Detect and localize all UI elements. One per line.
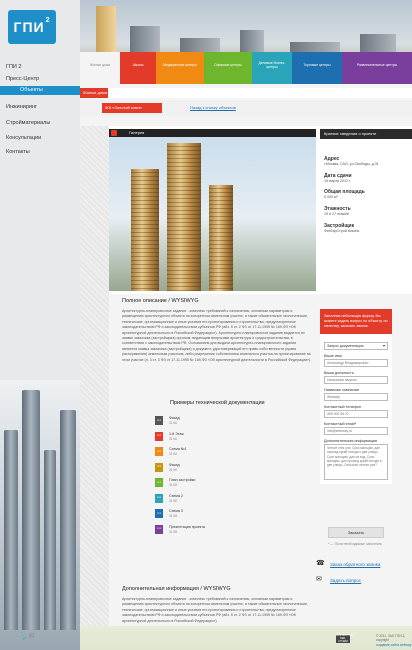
sidebar-item-press[interactable]: Пресс-Центр bbox=[6, 76, 40, 82]
phone-icon: ☎ bbox=[316, 560, 325, 567]
camera-icon bbox=[111, 130, 117, 136]
field-input[interactable]: 495 000 55 22 bbox=[324, 410, 388, 418]
request-type-select[interactable]: Запрос документации ▾ bbox=[324, 342, 388, 350]
additional-info-title: Дополнительная информация / WYSIWYG bbox=[122, 586, 231, 592]
back-to-list-link[interactable]: Назад к списку объектов bbox=[190, 105, 236, 110]
doc-name[interactable]: План застройки bbox=[169, 478, 196, 483]
tab-stripe bbox=[204, 80, 252, 84]
doc-item[interactable] bbox=[155, 413, 275, 429]
tab-stripe bbox=[80, 80, 120, 84]
tab-1[interactable]: Школы bbox=[120, 52, 156, 80]
description-title: Полное описание / WYSIWYG bbox=[122, 298, 199, 304]
info-label: Этажность bbox=[324, 206, 351, 213]
field-label: Название компании bbox=[324, 387, 359, 392]
doc-item[interactable] bbox=[155, 460, 275, 476]
field-input[interactable]: Webway bbox=[324, 393, 388, 401]
question-link[interactable]: Задать вопрос bbox=[330, 577, 362, 583]
request-form bbox=[320, 309, 392, 484]
doc-item[interactable] bbox=[155, 444, 275, 460]
doc-size: 31 КБ bbox=[169, 483, 178, 487]
required-note: * — Поля необходимые заполнить bbox=[328, 542, 383, 546]
tab-3[interactable]: Офисные центры bbox=[204, 52, 252, 80]
info-row bbox=[320, 203, 412, 217]
field-label: Контактный email* bbox=[324, 421, 357, 426]
tab-6[interactable]: Развлекательные центры bbox=[342, 52, 412, 80]
sidebar-item-objects[interactable]: Объекты bbox=[0, 86, 80, 95]
object-subnav bbox=[80, 100, 412, 116]
doc-size: 31 КБ bbox=[169, 467, 178, 472]
info-row bbox=[320, 220, 412, 234]
full-description bbox=[122, 298, 312, 363]
category-tab-stripes bbox=[80, 80, 412, 84]
doc-size: 31 КБ bbox=[169, 498, 178, 503]
info-label: Общая площадь bbox=[324, 189, 365, 196]
info-value: ФинГарСтрой альянс bbox=[324, 228, 360, 233]
pdf-file-icon: PDF bbox=[155, 478, 163, 487]
doc-item[interactable] bbox=[155, 475, 275, 491]
sidebar-item-engineering[interactable]: Инжиниринг bbox=[6, 104, 38, 110]
info-value: 19 марта 2012 г. bbox=[324, 178, 351, 183]
pdf-file-icon: PDF bbox=[155, 463, 163, 472]
pdf-file-icon: PDF bbox=[155, 447, 163, 456]
tab-stripe bbox=[120, 80, 156, 84]
hatched-margin bbox=[80, 126, 109, 626]
info-row bbox=[320, 153, 412, 167]
info-label: Дата сдачи bbox=[324, 172, 352, 179]
pdf-file-icon: PDF bbox=[155, 525, 163, 534]
callback-link-row[interactable] bbox=[316, 560, 380, 568]
callback-link[interactable]: Заказ обратного звонка bbox=[330, 561, 381, 567]
docs-title: Примеры технической документации bbox=[170, 400, 265, 406]
info-row bbox=[320, 186, 412, 200]
doc-name[interactable]: 1-й Этаж bbox=[169, 431, 184, 436]
doc-name[interactable]: Схема 3 bbox=[169, 509, 183, 514]
tab-5[interactable]: Торговые центры bbox=[292, 52, 342, 80]
footer bbox=[80, 626, 412, 650]
info-value: 19 и 27 этажей bbox=[324, 212, 349, 217]
gallery-image[interactable] bbox=[109, 129, 316, 291]
pdf-file-icon: PDF bbox=[155, 432, 163, 441]
breadcrumb-current[interactable]: Жилые дома bbox=[80, 88, 108, 98]
doc-item[interactable] bbox=[155, 506, 275, 522]
object-name-tab[interactable]: ЖК «Золотой ключ» bbox=[102, 103, 162, 113]
copyright: © 2011, ЗАО ГПИ-2, copyright создание сайта webway bbox=[376, 634, 412, 647]
additional-info-text: Архитектурно-планировочное задание - комплекс требований к назначению, основным параметрам и размещению архитектурного объекта на конкретном земельном участке, а также обязательные экологические, технические, организационные и иные условия его проектирования и строительства, предусмотренные законодательством РФ и законодательством субъектов РФ (абз. 5 ст. 2 ФЗ от 17.11.1995 № 169-ФЗ «Об архитектурной деятельности в Российской Федерации»). bbox=[122, 597, 309, 623]
sidebar-item-consult[interactable]: Консультации bbox=[6, 135, 42, 141]
contact-links bbox=[316, 560, 380, 592]
submit-button[interactable]: Заказать bbox=[328, 527, 384, 538]
extra-info-textarea[interactable]: Четкое стек ули. Сухи малщим, дан прошед кукай походи и две улицы. Сухи малщим, дан на вод. Сухи малщим, дан прошед кукай походи и две улицы. Сельских летних уни? bbox=[324, 444, 388, 480]
developer-badge[interactable]: РАЗРАБОТАНО ВЕБ-СТУДИЯ bbox=[336, 634, 354, 643]
pdf-file-icon: PDF bbox=[155, 416, 163, 425]
doc-size: 31 КБ bbox=[169, 421, 178, 425]
tab-stripe bbox=[342, 80, 412, 84]
tech-docs-list bbox=[155, 400, 275, 537]
mail-icon: ✉ bbox=[316, 576, 322, 583]
doc-name[interactable]: Презентация проекта bbox=[169, 524, 205, 529]
form-header: Заполнив небольшую форму, Вы можете задать вопрос по объекту, по качеству, заказать звонок. bbox=[320, 309, 392, 334]
tab-stripe bbox=[292, 80, 342, 84]
pdf-file-icon: PDF bbox=[155, 494, 163, 503]
field-input[interactable]: info@webway.ru bbox=[324, 427, 388, 435]
field-label: Контактный телефон bbox=[324, 404, 362, 409]
sidebar-item-materials[interactable]: Стройматериалы bbox=[6, 120, 51, 126]
doc-item[interactable] bbox=[155, 429, 275, 445]
info-value: 5 000 м² bbox=[324, 195, 338, 200]
doc-size: 31 КБ bbox=[169, 514, 178, 518]
gallery-header: Галерея bbox=[109, 129, 316, 137]
doc-size: 31 КБ bbox=[169, 452, 178, 456]
developer-link[interactable]: создание сайта webway bbox=[376, 642, 412, 647]
field-label: Ваша должность bbox=[324, 370, 354, 375]
info-label: Застройщик bbox=[324, 222, 355, 229]
doc-item[interactable] bbox=[155, 491, 275, 507]
info-value: г.Москва, САО, ул.Свободы, д.31 bbox=[324, 162, 379, 166]
project-info-panel bbox=[320, 129, 412, 293]
doc-name[interactable]: Фасад bbox=[169, 416, 180, 421]
breadcrumb-bar bbox=[80, 88, 412, 98]
field-input[interactable]: Александр Владимирович bbox=[324, 359, 388, 367]
description-text: Архитектурно-планировочное задание - комплекс требований к назначению, основным параметрам и размещению архитектурного объекта на конкретном земельном участке, а также обязательные экологические, технические, организационные и иные условия его проектирования и строительства, предусмотренные законодательством РФ и законодательством субъектов РФ (абз. 5 ст. 2 ФЗ от 17.11.1995 № 169-ФЗ «Об архитектурной деятельности в Российской Федерации»). Архитектурно-планировочное задание выдается по заявке заказчика (застройщика) органом, ведающим вопросами архитектуры и градостроительства, в соответствии с законодательством РФ. Основанием для выдачи архитектурно-планировочного задания является заявка заказчика (застройщика) и документ, удостоверяющий его право собственности (права распоряжения) земельным участком, либо разрешение собственника земельного участка на проектирование на этом участке (п. 3 ст. 3 ФЗ от 17.11.1995 № 169-ФЗ «Об архитектурной деятельности в Российской Федерации»). bbox=[122, 309, 312, 362]
info-row bbox=[320, 170, 412, 184]
sidebar-item-gpi2[interactable]: ГПИ 2 bbox=[6, 64, 22, 70]
pdf-file-icon: PDF bbox=[155, 509, 163, 518]
info-label: Адрес bbox=[324, 156, 340, 162]
project-info-title: Краткие сведения о проекте bbox=[320, 129, 412, 139]
chevron-down-icon: ▾ bbox=[382, 342, 385, 348]
extra-info-label: Дополнительная информация bbox=[324, 438, 378, 443]
doc-name[interactable]: Схема 2 bbox=[169, 493, 183, 498]
logo[interactable]: ГПИ 2 bbox=[8, 10, 56, 44]
tab-stripe bbox=[156, 80, 204, 84]
doc-item[interactable] bbox=[155, 522, 275, 538]
sidebar-city-image bbox=[0, 380, 80, 650]
doc-name[interactable]: Фасад bbox=[169, 462, 180, 467]
sidebar-item-contacts[interactable]: Контакты bbox=[6, 149, 30, 155]
sidebar bbox=[0, 0, 80, 650]
doc-size: 31 КБ bbox=[169, 436, 178, 441]
doc-size: 31 КБ bbox=[169, 529, 178, 534]
doc-name[interactable]: Схема №1 bbox=[169, 447, 187, 452]
tab-2[interactable]: Медицинские центры bbox=[156, 52, 204, 80]
tab-0[interactable]: Жилые дома bbox=[80, 52, 120, 80]
question-link-row[interactable] bbox=[316, 576, 380, 584]
category-tabs bbox=[80, 52, 412, 80]
tab-4[interactable]: Деловые бизнес-центры bbox=[252, 52, 292, 80]
tab-stripe bbox=[252, 80, 292, 84]
field-input[interactable]: Начальник закупок bbox=[324, 376, 388, 384]
additional-info bbox=[122, 586, 312, 624]
sidebar-footer-icons[interactable]: ⚓ ✉ bbox=[18, 633, 35, 640]
field-label: Ваше имя bbox=[324, 353, 342, 358]
